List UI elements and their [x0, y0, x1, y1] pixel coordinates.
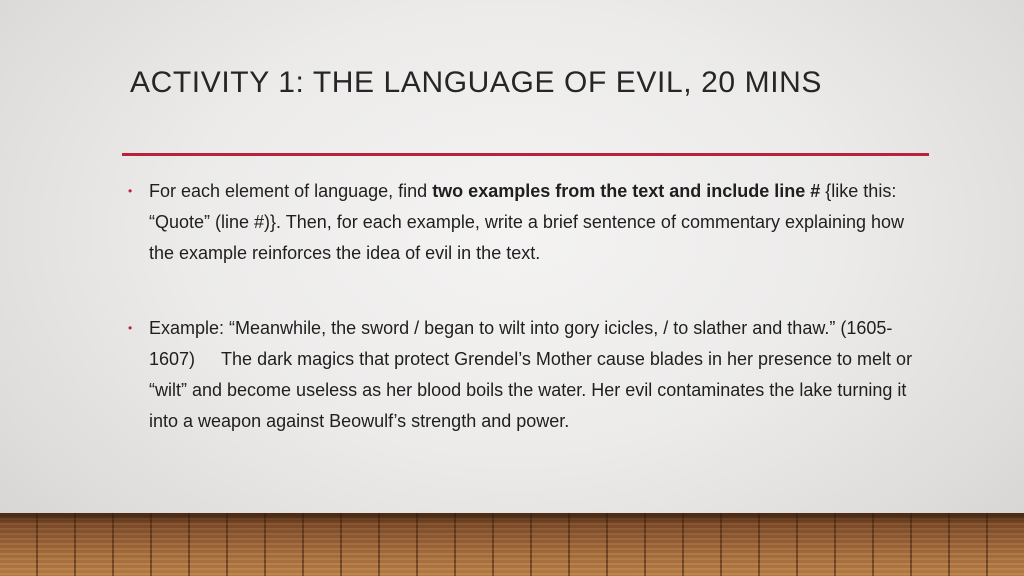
bullet-instructions: [128, 176, 923, 269]
floor-shadow: [0, 513, 1024, 523]
slide-content: [128, 176, 923, 437]
title-divider: [122, 153, 929, 156]
bullet-text: {like this: “Quote” (line #)}. Then, for each example, write a brief sentence of commentary explaining how the example reinforces the idea of evil in the text.: [149, 181, 905, 263]
bullet-text: For each element of language, find: [149, 181, 433, 201]
bullet-dot-icon: •: [128, 184, 133, 198]
bullet-bold-text: two examples from the text and include line #: [432, 181, 821, 201]
example-quote: Example: “Meanwhile, the sword / began to wilt into gory icicles, / to slather and thaw.” (1605-1607): [149, 318, 893, 369]
slide-title: ACTIVITY 1: THE LANGUAGE OF EVIL, 20 MINS: [130, 66, 823, 99]
bullet-example: [128, 313, 923, 437]
bullet-dot-icon: •: [128, 321, 133, 335]
example-commentary: The dark magics that protect Grendel’s Mother cause blades in her presence to melt or “wilt” and become useless as her blood boils the water. Her evil contaminates the lake turning it into a weapon against Beowulf’s strength and power.: [149, 349, 913, 431]
